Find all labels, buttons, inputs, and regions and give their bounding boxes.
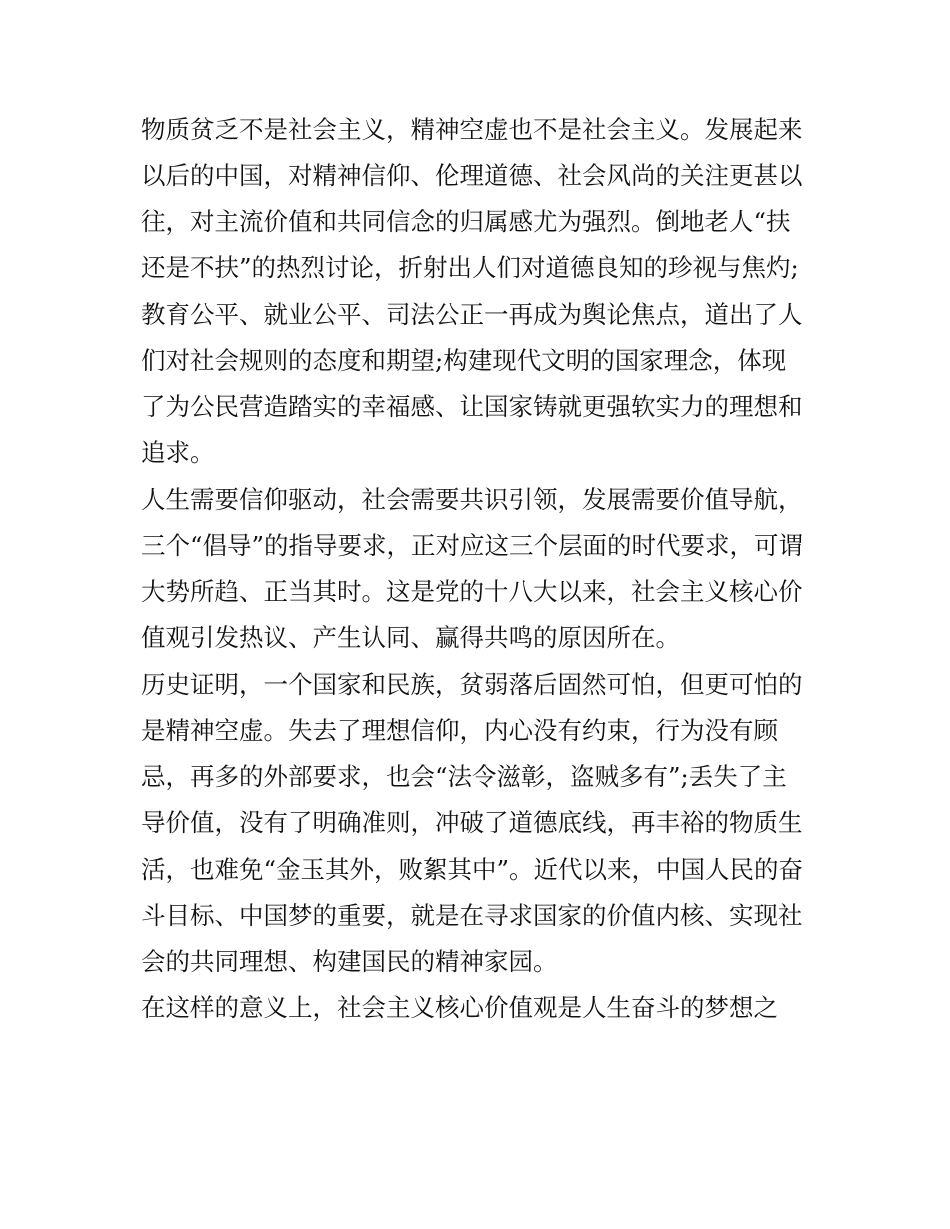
text-line: 追求。 xyxy=(141,438,215,467)
text-line: 们对社会规则的态度和期望;构建现代文明的国家理念，体现 xyxy=(141,346,787,375)
text-line: 会的共同理想、构建国民的精神家园。 xyxy=(141,947,558,976)
text-line: 还是不扶”的热烈讨论，折射出人们对道德良知的珍视与焦灼; xyxy=(141,253,799,282)
text-line: 是精神空虚。失去了理想信仰，内心没有约束，行为没有顾 xyxy=(141,716,778,745)
text-line: 大势所趋、正当其时。这是党的十八大以来，社会主义核心价 xyxy=(141,577,803,606)
text-line: 值观引发热议、产生认同、赢得共鸣的原因所在。 xyxy=(141,623,680,652)
text-line: 历史证明，一个国家和民族，贫弱落后固然可怕，但更可怕的 xyxy=(141,670,803,699)
text-line: 活，也难免“金玉其外，败絮其中”。近代以来，中国人民的奋 xyxy=(141,855,804,884)
text-line: 往，对主流价值和共同信念的归属感尤为强烈。倒地老人“扶 xyxy=(141,207,791,236)
text-line: 人生需要信仰驱动，社会需要共识引领，发展需要价值导航， xyxy=(141,485,803,514)
text-line: 斗目标、中国梦的重要，就是在寻求国家的价值内核、实现社 xyxy=(141,901,803,930)
text-line: 导价值，没有了明确准则，冲破了道德底线，再丰裕的物质生 xyxy=(141,808,803,837)
text-line: 在这样的意义上，社会主义核心价值观是人生奋斗的梦想之 xyxy=(141,993,778,1022)
text-line: 教育公平、就业公平、司法公正一再成为舆论焦点，道出了人 xyxy=(141,300,803,329)
text-line: 三个“倡导”的指导要求，正对应这三个层面的时代要求，可谓 xyxy=(141,531,804,560)
text-line: 了为公民营造踏实的幸福感、让国家铸就更强软实力的理想和 xyxy=(141,392,803,421)
text-line: 以后的中国，对精神信仰、伦理道德、社会风尚的关注更甚以 xyxy=(141,161,803,190)
text-line: 忌，再多的外部要求，也会“法令滋彰，盗贼多有”;丢失了主 xyxy=(141,762,787,791)
text-line: 物质贫乏不是社会主义，精神空虚也不是社会主义。发展起来 xyxy=(141,115,803,144)
